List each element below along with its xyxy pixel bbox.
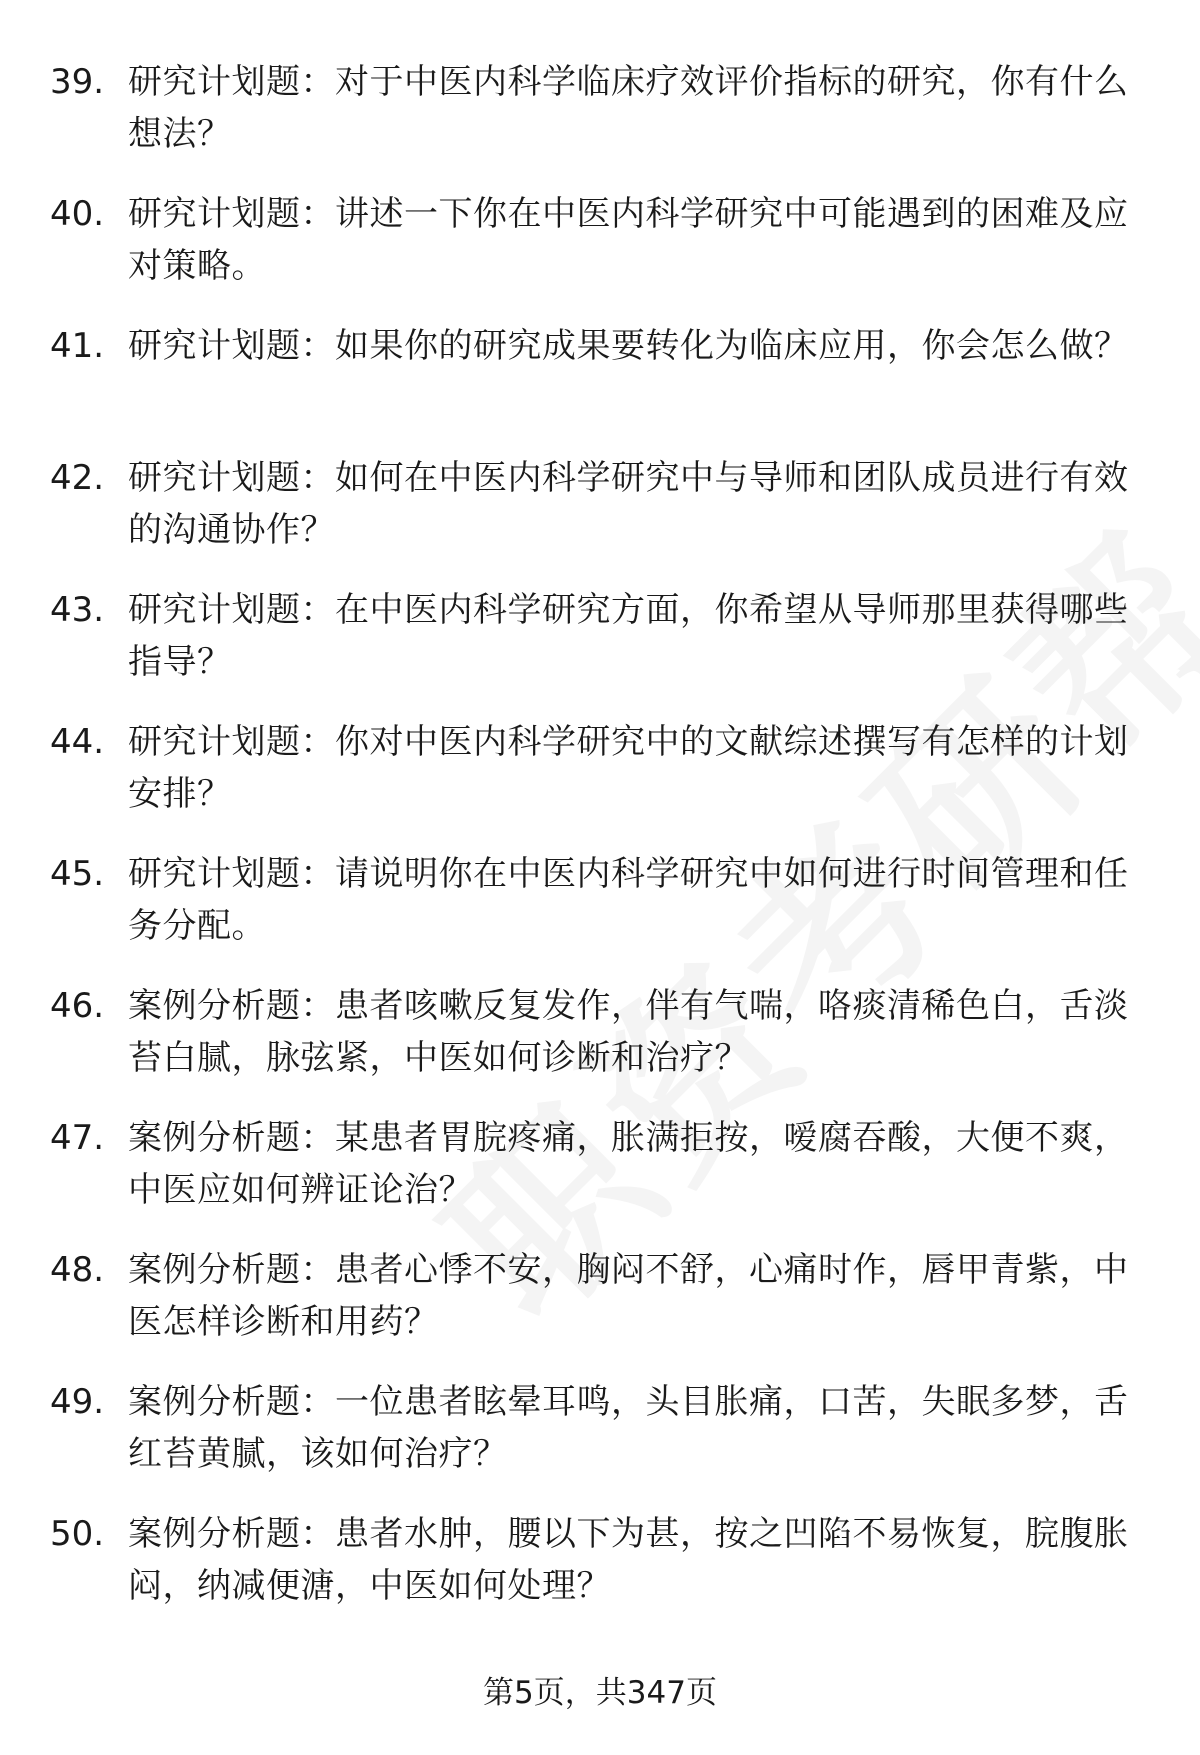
question-body bbox=[128, 848, 1136, 952]
question-item bbox=[50, 1244, 1150, 1376]
question-body bbox=[128, 56, 1136, 160]
question-type: 案例分析题： bbox=[128, 986, 335, 1026]
question-number: 46. bbox=[50, 986, 105, 1026]
question-text: 对于中医内科学临床疗效评价指标的研究，你有什么想法？ bbox=[128, 62, 1129, 154]
question-type: 研究计划题： bbox=[128, 458, 335, 498]
question-type: 研究计划题： bbox=[128, 326, 335, 366]
question-body bbox=[128, 584, 1136, 688]
question-type: 研究计划题： bbox=[128, 194, 335, 234]
question-list bbox=[50, 56, 1150, 1640]
question-body bbox=[128, 1112, 1136, 1216]
question-number: 47. bbox=[50, 1118, 105, 1158]
question-text: 请说明你在中医内科学研究中如何进行时间管理和任务分配。 bbox=[128, 854, 1129, 946]
question-number: 48. bbox=[50, 1250, 105, 1290]
question-type: 案例分析题： bbox=[128, 1514, 335, 1554]
question-type: 研究计划题： bbox=[128, 590, 335, 630]
question-number: 39. bbox=[50, 62, 105, 102]
question-type: 案例分析题： bbox=[128, 1250, 335, 1290]
question-text: 如果你的研究成果要转化为临床应用，你会怎么做？ bbox=[335, 326, 1129, 366]
question-number: 43. bbox=[50, 590, 105, 630]
question-body bbox=[128, 452, 1136, 556]
question-number: 49. bbox=[50, 1382, 105, 1422]
question-body bbox=[128, 1508, 1136, 1612]
question-item bbox=[50, 584, 1150, 716]
question-text: 患者水肿，腰以下为甚，按之凹陷不易恢复，脘腹胀闷，纳减便溏，中医如何处理？ bbox=[128, 1514, 1129, 1606]
question-number: 50. bbox=[50, 1514, 105, 1554]
question-item bbox=[50, 320, 1150, 452]
question-body bbox=[128, 980, 1136, 1084]
question-type: 研究计划题： bbox=[128, 62, 335, 102]
question-body bbox=[128, 1376, 1136, 1480]
question-number: 45. bbox=[50, 854, 105, 894]
question-type: 研究计划题： bbox=[128, 854, 335, 894]
question-number: 41. bbox=[50, 326, 105, 366]
question-item bbox=[50, 452, 1150, 584]
question-text: 如何在中医内科学研究中与导师和团队成员进行有效的沟通协作？ bbox=[128, 458, 1129, 550]
question-text: 患者心悸不安，胸闷不舒，心痛时作，唇甲青紫，中医怎样诊断和用药？ bbox=[128, 1250, 1129, 1342]
question-number: 40. bbox=[50, 194, 105, 234]
question-type: 案例分析题： bbox=[128, 1382, 335, 1422]
question-item bbox=[50, 1112, 1150, 1244]
question-body bbox=[128, 1244, 1136, 1348]
question-text: 一位患者眩晕耳鸣，头目胀痛，口苦，失眠多梦，舌红苔黄腻，该如何治疗？ bbox=[128, 1382, 1129, 1474]
question-body bbox=[128, 188, 1136, 292]
question-text: 患者咳嗽反复发作，伴有气喘，咯痰清稀色白，舌淡苔白腻，脉弦紧，中医如何诊断和治疗？ bbox=[128, 986, 1129, 1078]
question-number: 42. bbox=[50, 458, 105, 498]
question-item bbox=[50, 716, 1150, 848]
question-item bbox=[50, 1508, 1150, 1640]
question-type: 案例分析题： bbox=[128, 1118, 335, 1158]
question-text: 你对中医内科学研究中的文献综述撰写有怎样的计划安排？ bbox=[128, 722, 1129, 814]
page-number: 第5页，共347页 bbox=[483, 1675, 717, 1711]
question-item bbox=[50, 848, 1150, 980]
question-item bbox=[50, 980, 1150, 1112]
question-body bbox=[128, 716, 1136, 820]
question-number: 44. bbox=[50, 722, 105, 762]
question-body bbox=[128, 320, 1136, 372]
question-type: 研究计划题： bbox=[128, 722, 335, 762]
question-item bbox=[50, 1376, 1150, 1508]
question-text: 讲述一下你在中医内科学研究中可能遇到的困难及应对策略。 bbox=[128, 194, 1129, 286]
question-text: 在中医内科学研究方面，你希望从导师那里获得哪些指导？ bbox=[128, 590, 1129, 682]
question-item bbox=[50, 188, 1150, 320]
question-text: 某患者胃脘疼痛，胀满拒按，嗳腐吞酸，大便不爽，中医应如何辨证论治？ bbox=[128, 1118, 1129, 1210]
question-item bbox=[50, 56, 1150, 188]
